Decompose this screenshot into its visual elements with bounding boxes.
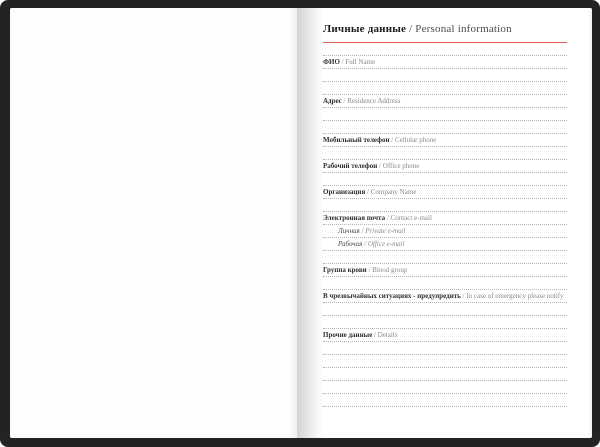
field-label-en: In case of emergency please notify (466, 292, 564, 300)
form-field (323, 94, 567, 121)
field-label-separator: / (365, 188, 371, 196)
field-label-separator: / (362, 240, 368, 248)
field-label-en: Details (377, 331, 398, 339)
field-label-en: Office phone (382, 162, 420, 170)
field-label-ru: Электронная почта (323, 214, 386, 222)
field-label-ru: Мобильный телефон (323, 136, 390, 144)
form-field (323, 263, 567, 277)
page-title-en: Personal information (415, 23, 512, 35)
field-label-row (323, 238, 567, 251)
field-label-separator: / (366, 266, 373, 274)
form-field (323, 328, 567, 407)
field-label-row (323, 56, 567, 69)
notebook-pages (10, 8, 592, 438)
form-field (323, 211, 567, 225)
field-label-ru: Личная (338, 227, 360, 235)
field-label-separator: / (389, 136, 395, 144)
field-label-separator: / (385, 214, 391, 222)
field-label-ru: Адрес (323, 97, 342, 105)
field-label-row (323, 160, 567, 173)
field-label-row (323, 186, 567, 199)
form-field (323, 238, 567, 251)
field-label-row (323, 329, 567, 342)
field-label-en: Private e-mail (365, 227, 406, 235)
form-field (323, 185, 567, 199)
form-field (323, 133, 567, 147)
field-label-ru: ФИО (323, 58, 340, 66)
field-label-ru: В чрезвычайных ситуациях - предупредить (323, 292, 461, 300)
page-content (323, 8, 567, 438)
field-label-ru: Рабочий телефон (323, 162, 378, 170)
field-extra-lines (323, 342, 567, 407)
field-label-ru: Рабочая (338, 240, 363, 248)
left-page-blank (10, 8, 297, 438)
ruled-line (323, 108, 567, 121)
field-label-row (323, 95, 567, 108)
field-label-separator: / (339, 58, 346, 66)
field-label-en: Contact e-mail (390, 214, 432, 222)
field-label-en: Company Name (370, 188, 417, 196)
field-label-ru: Группа крови (323, 266, 367, 274)
field-extra-lines (323, 108, 567, 121)
field-label-row (323, 225, 567, 238)
field-label-en: Office e-mail (367, 240, 405, 248)
ruled-line (323, 303, 567, 316)
field-label-row (323, 290, 567, 303)
form-field (323, 159, 567, 173)
form-field (323, 289, 567, 316)
field-label-ru: Организация (323, 188, 366, 196)
field-label-separator: / (359, 227, 366, 235)
field-label-en: Blood group (372, 266, 408, 274)
field-label-separator: / (372, 331, 378, 339)
field-label-en: Full Name (345, 58, 376, 66)
form-field (323, 225, 567, 238)
page-title (323, 22, 567, 43)
ruled-line (323, 394, 567, 407)
page-title-separator: / (406, 23, 416, 35)
fields-container (323, 55, 567, 407)
page-title-ru: Личные данные (323, 23, 407, 35)
right-page (297, 8, 592, 438)
ruled-line (323, 342, 567, 355)
field-label-row (323, 212, 567, 225)
field-label-ru: Прочие данные (323, 331, 373, 339)
ruled-line (323, 69, 567, 82)
field-label-row (323, 264, 567, 277)
field-label-en: Cellular phone (394, 136, 437, 144)
field-label-en: Residence Address (347, 97, 401, 105)
ruled-line (323, 381, 567, 394)
field-label-separator: / (377, 162, 383, 170)
field-label-separator: / (460, 292, 467, 300)
ruled-line (323, 355, 567, 368)
field-extra-lines (323, 303, 567, 316)
field-label-separator: / (341, 97, 348, 105)
field-extra-lines (323, 69, 567, 82)
form-field (323, 55, 567, 82)
field-label-row (323, 134, 567, 147)
ruled-line (323, 368, 567, 381)
